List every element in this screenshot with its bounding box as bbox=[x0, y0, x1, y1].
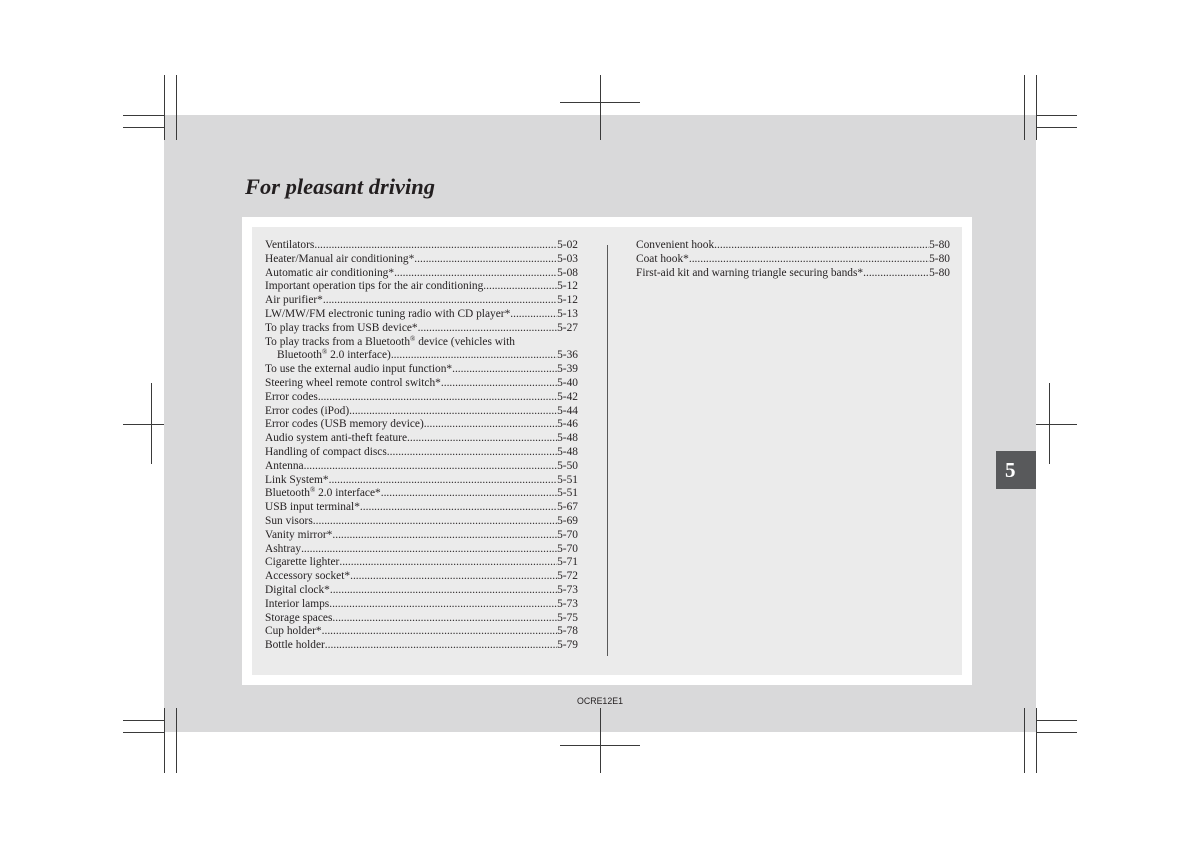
toc-entry-title: To use the external audio input function* bbox=[265, 363, 453, 376]
toc-entry-page: 5-80 bbox=[929, 239, 950, 251]
toc-entry-page: 5-40 bbox=[557, 376, 578, 389]
toc-entry bbox=[265, 543, 578, 557]
toc-entry-page: 5-42 bbox=[557, 390, 578, 403]
toc-line bbox=[265, 239, 578, 253]
toc-entry-title: First-aid kit and warning triangle securing bands* bbox=[636, 266, 864, 279]
leader-dots bbox=[714, 239, 929, 253]
toc-line bbox=[265, 501, 578, 515]
toc-entry bbox=[265, 487, 578, 501]
toc-entry-page: 5-70 bbox=[557, 528, 578, 541]
toc-line bbox=[265, 253, 578, 267]
toc-right-column bbox=[636, 239, 950, 280]
toc-line bbox=[636, 239, 950, 253]
leader-dots bbox=[424, 418, 557, 432]
toc-line bbox=[265, 294, 578, 308]
toc-entry bbox=[265, 570, 578, 584]
toc-entry bbox=[265, 625, 578, 639]
toc-entry-page: 5-44 bbox=[557, 404, 578, 417]
leader-dots bbox=[394, 267, 557, 281]
toc-entry bbox=[265, 405, 578, 419]
chapter-tab bbox=[996, 451, 1036, 489]
toc-entry bbox=[265, 612, 578, 626]
toc-entry-title: Antenna bbox=[265, 459, 304, 472]
toc-line bbox=[265, 460, 578, 474]
toc-entry-title: Error codes bbox=[265, 390, 318, 403]
toc-line bbox=[265, 625, 578, 639]
toc-entry-title: Ashtray bbox=[265, 542, 302, 555]
toc-line bbox=[265, 418, 578, 432]
chapter-number: 5 bbox=[1005, 458, 1016, 482]
toc-entry bbox=[265, 253, 578, 267]
toc-entry bbox=[265, 460, 578, 474]
toc-entry-page: 5-08 bbox=[557, 266, 578, 279]
toc-entry-page: 5-71 bbox=[557, 556, 578, 569]
leader-dots bbox=[863, 267, 929, 281]
toc-entry-title: Vanity mirror* bbox=[265, 528, 333, 541]
toc-entry bbox=[265, 501, 578, 515]
toc-entry-title: To play tracks from USB device* bbox=[265, 321, 418, 334]
column-divider bbox=[607, 245, 608, 656]
toc-line bbox=[265, 405, 578, 419]
toc-entry bbox=[265, 280, 578, 294]
toc-line bbox=[265, 543, 578, 557]
leader-dots bbox=[301, 543, 557, 557]
toc-entry bbox=[265, 446, 578, 460]
toc-entry-page: 5-69 bbox=[557, 514, 578, 527]
toc-entry-page: 5-79 bbox=[557, 639, 578, 652]
toc-entry bbox=[636, 253, 950, 267]
toc-line bbox=[265, 349, 578, 363]
leader-dots bbox=[350, 570, 557, 584]
crop-mark-middle-right bbox=[1036, 383, 1077, 464]
toc-entry bbox=[265, 556, 578, 570]
toc-entry-title: Heater/Manual air conditioning* bbox=[265, 252, 415, 265]
toc-entry-page: 5-46 bbox=[557, 418, 578, 431]
toc-entry bbox=[265, 474, 578, 488]
toc-entry bbox=[265, 598, 578, 612]
leader-dots bbox=[332, 612, 557, 626]
toc-line bbox=[265, 446, 578, 460]
toc-entry-page: 5-80 bbox=[929, 252, 950, 265]
toc-entry-title: Error codes (USB memory device) bbox=[265, 418, 424, 431]
toc-left-column bbox=[265, 239, 578, 653]
toc-entry-page: 5-51 bbox=[557, 473, 578, 486]
toc-entry-page: 5-12 bbox=[557, 280, 578, 293]
toc-line bbox=[265, 487, 578, 501]
leader-dots bbox=[325, 639, 557, 653]
toc-entry-title: USB input terminal* bbox=[265, 501, 360, 514]
leader-dots bbox=[323, 294, 557, 308]
toc-entry-page: 5-70 bbox=[557, 542, 578, 555]
leader-dots bbox=[332, 529, 557, 543]
toc-line bbox=[265, 639, 578, 653]
toc-line bbox=[265, 336, 578, 350]
leader-dots bbox=[418, 322, 557, 336]
footer-code: OCRE12E1 bbox=[577, 696, 623, 706]
toc-entry bbox=[265, 515, 578, 529]
toc-entry-title: Link System* bbox=[265, 473, 329, 486]
toc-line bbox=[636, 253, 950, 267]
toc-line bbox=[265, 474, 578, 488]
toc-entry-title: Coat hook* bbox=[636, 252, 689, 265]
toc-entry bbox=[265, 267, 578, 281]
leader-dots bbox=[314, 239, 557, 253]
toc-line bbox=[636, 267, 950, 281]
crop-mark-middle-left bbox=[123, 383, 164, 464]
toc-entry bbox=[265, 418, 578, 432]
toc-line bbox=[265, 529, 578, 543]
leader-dots bbox=[313, 515, 557, 529]
toc-entry bbox=[265, 336, 578, 364]
leader-dots bbox=[387, 446, 557, 460]
toc-line bbox=[265, 308, 578, 322]
toc-line bbox=[265, 280, 578, 294]
leader-dots bbox=[381, 487, 557, 501]
toc-entry-page: 5-75 bbox=[557, 611, 578, 624]
toc-entry-page: 5-73 bbox=[557, 597, 578, 610]
toc-entry-title: Accessory socket* bbox=[265, 570, 351, 583]
toc-entry-title: Digital clock* bbox=[265, 583, 330, 596]
leader-dots bbox=[330, 584, 557, 598]
toc-line bbox=[265, 267, 578, 281]
toc-entry-page: 5-02 bbox=[557, 239, 578, 251]
toc-entry-title: Ventilators bbox=[265, 239, 315, 251]
toc-entry-page: 5-50 bbox=[557, 459, 578, 472]
leader-dots bbox=[360, 501, 557, 515]
toc-line bbox=[265, 391, 578, 405]
toc-entry bbox=[265, 529, 578, 543]
toc-line bbox=[265, 556, 578, 570]
toc-line bbox=[265, 377, 578, 391]
toc-entry-title: LW/MW/FM electronic tuning radio with CD player* bbox=[265, 307, 511, 320]
toc-entry-title: Convenient hook bbox=[636, 239, 715, 251]
toc-entry bbox=[265, 432, 578, 446]
toc-line bbox=[265, 598, 578, 612]
toc-line bbox=[265, 515, 578, 529]
toc-entry-page: 5-36 bbox=[557, 349, 578, 362]
toc-line bbox=[265, 584, 578, 598]
leader-dots bbox=[329, 598, 557, 612]
toc-entry-page: 5-51 bbox=[557, 487, 578, 500]
toc-entry-title: Bottle holder bbox=[265, 639, 325, 652]
toc-entry bbox=[265, 377, 578, 391]
toc-entry-title: Cigarette lighter bbox=[265, 556, 340, 569]
toc-entry-title: Bluetooth® 2.0 interface* bbox=[265, 486, 381, 500]
leader-dots bbox=[349, 405, 557, 419]
toc-entry-title: Important operation tips for the air conditioning bbox=[265, 280, 484, 293]
toc-box-inner bbox=[252, 227, 962, 675]
toc-entry-page: 5-12 bbox=[557, 294, 578, 307]
toc-line bbox=[265, 612, 578, 626]
toc-entry-title: Bluetooth® 2.0 interface) bbox=[277, 348, 391, 362]
toc-entry-title: To play tracks from a Bluetooth® device (vehicles with bbox=[265, 334, 515, 348]
leader-dots bbox=[414, 253, 557, 267]
toc-entry-page: 5-80 bbox=[929, 266, 950, 279]
section-title: For pleasant driving bbox=[245, 174, 436, 199]
toc-entry-page: 5-48 bbox=[557, 432, 578, 445]
leader-dots bbox=[689, 253, 929, 267]
leader-dots bbox=[329, 474, 558, 488]
toc-entry-title: Sun visors bbox=[265, 514, 313, 527]
toc-entry bbox=[636, 267, 950, 281]
leader-dots bbox=[339, 556, 557, 570]
toc-entry-page: 5-78 bbox=[557, 625, 578, 638]
toc-entry-title: Air purifier* bbox=[265, 294, 323, 307]
toc-entry-page: 5-03 bbox=[557, 252, 578, 265]
toc-entry bbox=[636, 239, 950, 253]
leader-dots bbox=[322, 625, 557, 639]
toc-entry-page: 5-48 bbox=[557, 445, 578, 458]
registered-mark: ® bbox=[410, 334, 416, 343]
toc-entry bbox=[265, 363, 578, 377]
toc-entry-page: 5-13 bbox=[557, 307, 578, 320]
leader-dots bbox=[318, 391, 557, 405]
toc-entry-title: Handling of compact discs bbox=[265, 445, 387, 458]
toc-entry-page: 5-27 bbox=[557, 321, 578, 334]
toc-entry bbox=[265, 308, 578, 322]
toc-box bbox=[242, 217, 972, 685]
toc-entry-page: 5-67 bbox=[557, 501, 578, 514]
toc-entry-page: 5-39 bbox=[557, 363, 578, 376]
toc-entry-title: Audio system anti-theft feature bbox=[265, 432, 408, 445]
toc-entry-title: Storage spaces bbox=[265, 611, 333, 624]
registered-mark: ® bbox=[309, 486, 316, 495]
toc-line bbox=[265, 432, 578, 446]
toc-entry-page: 5-72 bbox=[557, 570, 578, 583]
leader-dots bbox=[304, 460, 558, 474]
toc-entry bbox=[265, 639, 578, 653]
toc-entry-title: Interior lamps bbox=[265, 597, 330, 610]
toc-entry-title: Error codes (iPod) bbox=[265, 404, 350, 417]
leader-dots bbox=[452, 363, 557, 377]
leader-dots bbox=[407, 432, 557, 446]
leader-dots bbox=[483, 280, 557, 294]
toc-entry bbox=[265, 239, 578, 253]
leader-dots bbox=[391, 349, 557, 363]
toc-line bbox=[265, 363, 578, 377]
toc-line bbox=[265, 322, 578, 336]
registered-mark: ® bbox=[321, 348, 328, 357]
toc-entry-title: Automatic air conditioning* bbox=[265, 266, 395, 279]
toc-entry bbox=[265, 391, 578, 405]
toc-entry-title: Cup holder* bbox=[265, 625, 322, 638]
toc-entry bbox=[265, 294, 578, 308]
toc-entry-title: Steering wheel remote control switch* bbox=[265, 376, 441, 389]
leader-dots bbox=[510, 308, 557, 322]
toc-entry-page: 5-73 bbox=[557, 583, 578, 596]
leader-dots bbox=[441, 377, 557, 391]
toc-entry bbox=[265, 584, 578, 598]
toc-entry bbox=[265, 322, 578, 336]
toc-line bbox=[265, 570, 578, 584]
